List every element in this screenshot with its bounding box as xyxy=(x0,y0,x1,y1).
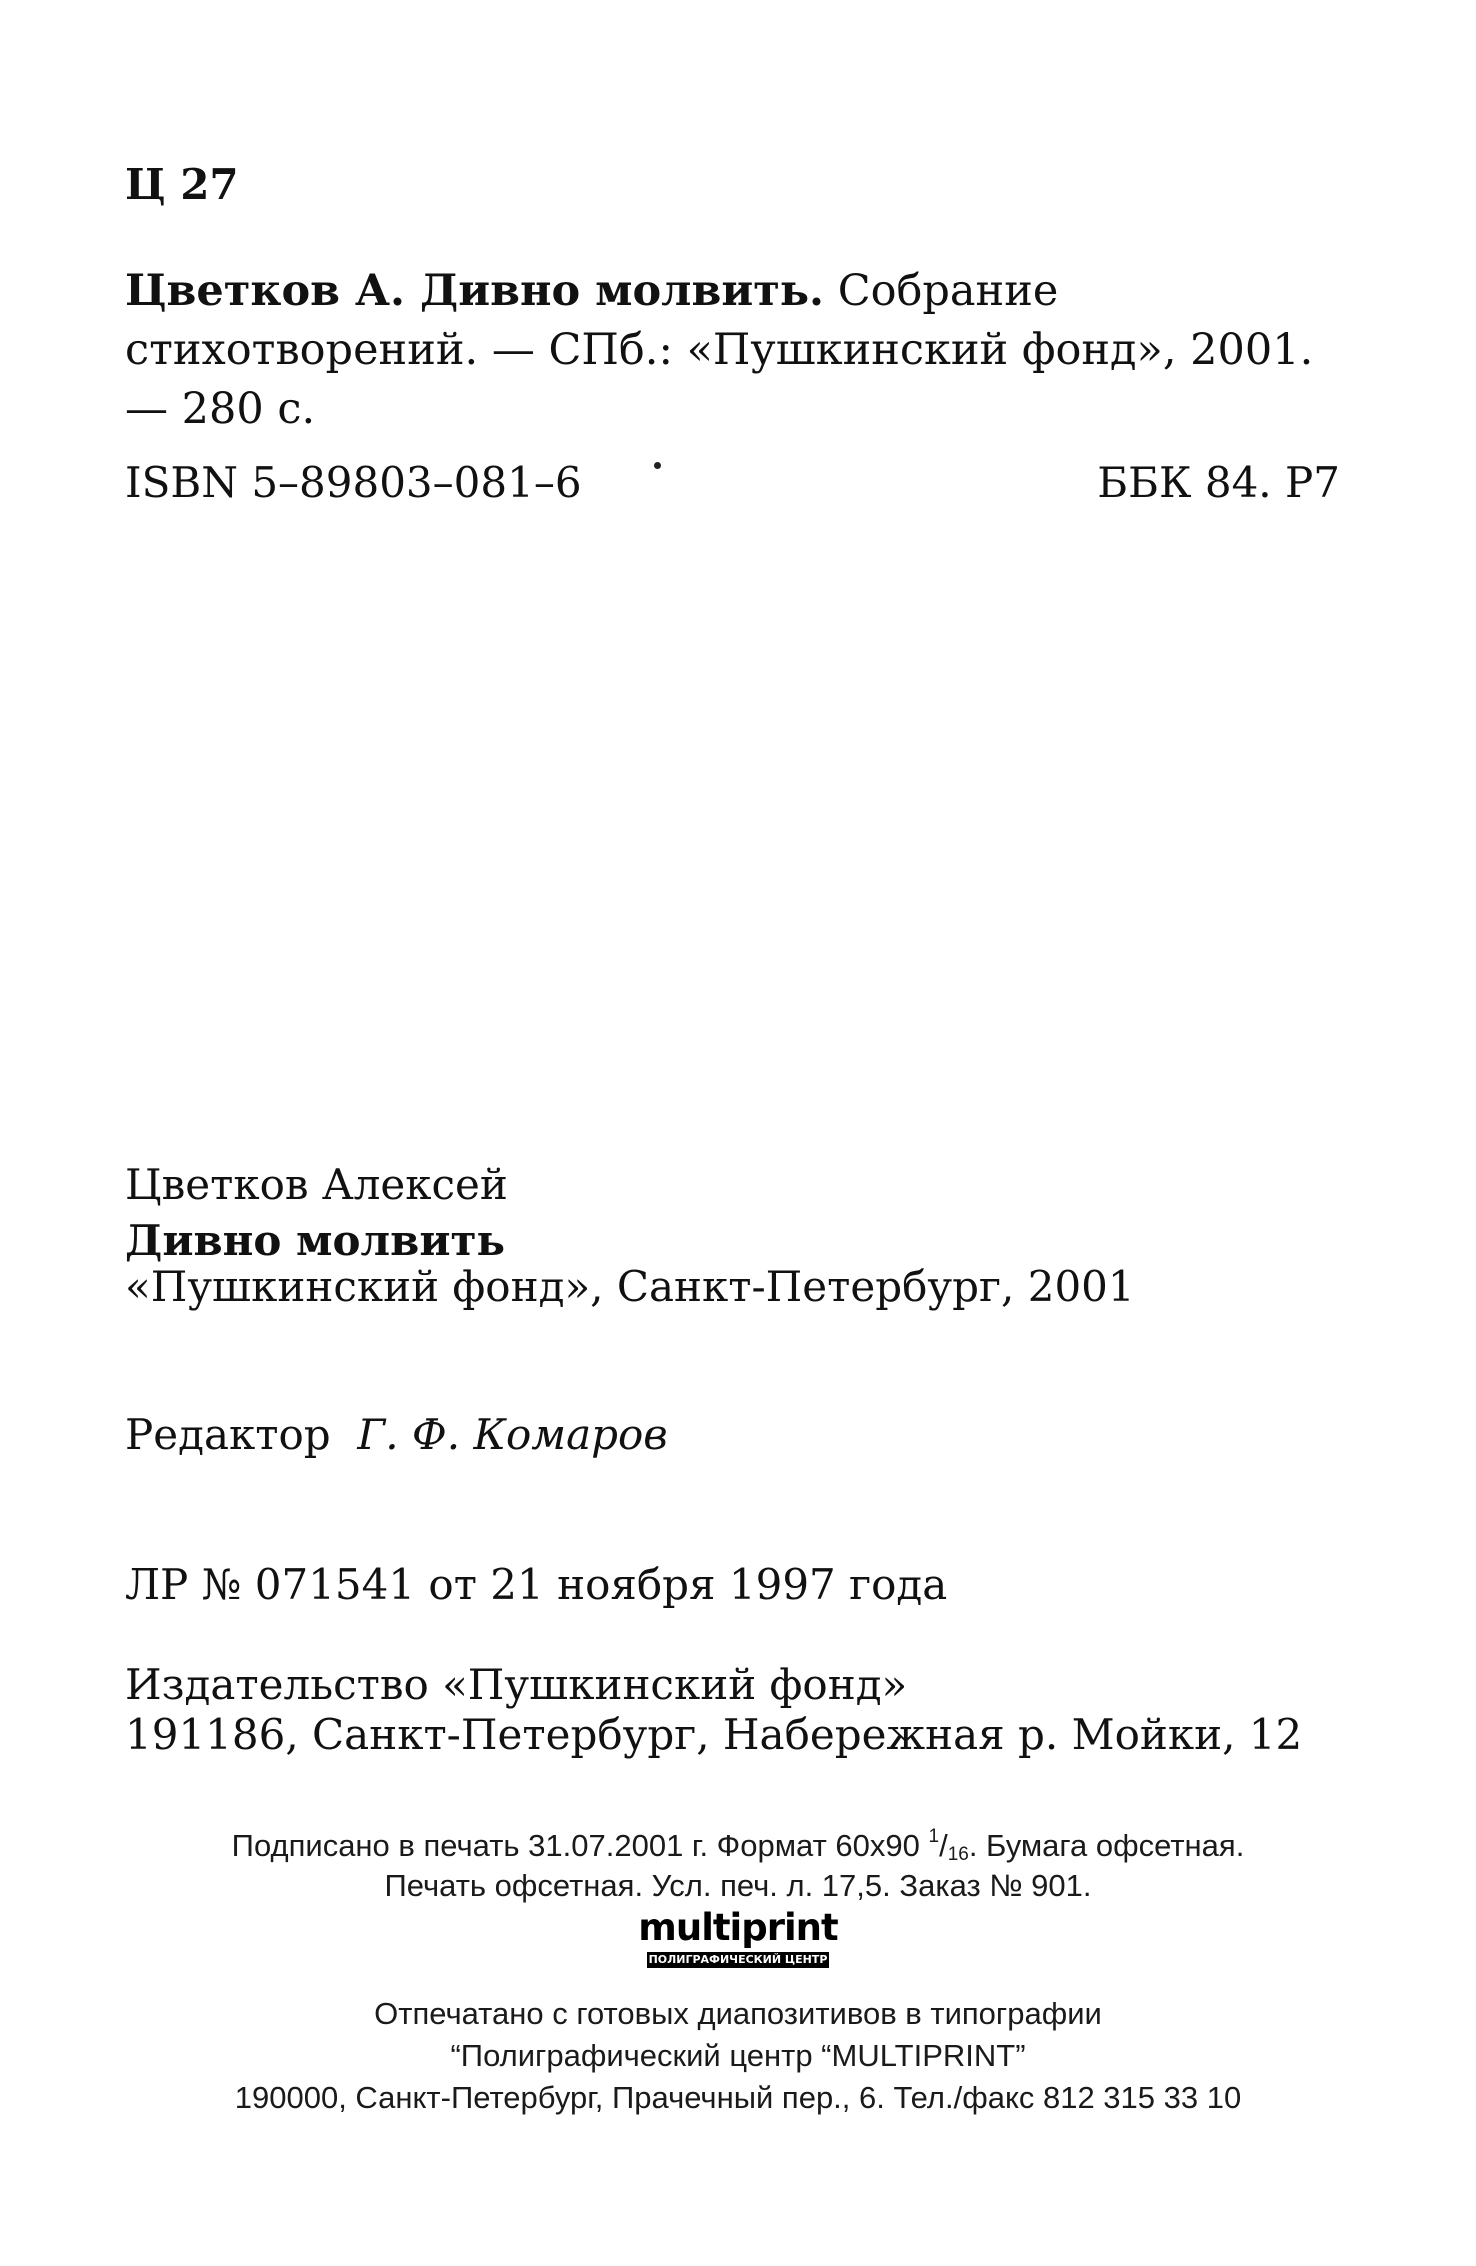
editor-label: Редактор xyxy=(125,1410,331,1459)
editor-name: Г. Ф. Комаров xyxy=(357,1410,668,1459)
publisher-name: Издательство «Пушкинский фонд» xyxy=(125,1660,908,1709)
publisher-address: 191186, Санкт-Петербург, Набережная р. Мойки, 12 xyxy=(125,1710,1303,1759)
logo-wordmark: multiprint xyxy=(638,1906,838,1949)
multiprint-logo xyxy=(0,1906,1476,1968)
imprint-line-4: “Полиграфический центр “MULTIPRINT” xyxy=(450,2038,1026,2073)
imprint-line-5: 190000, Санкт-Петербург, Прачечный пер., 6. Тел./факс 812 315 33 10 xyxy=(234,2080,1242,2115)
fraction-numerator: 1 xyxy=(928,1826,940,1847)
fraction-denominator: 16 xyxy=(947,1844,969,1865)
book-author: Цветков Алексей xyxy=(125,1160,508,1209)
catalog-code: Ц 27 xyxy=(125,160,239,209)
license-number: ЛР № 071541 от 21 ноября 1997 года xyxy=(125,1560,948,1609)
format-fraction: $^1/_{16}$ xyxy=(928,1826,969,1865)
imprint-paper-text: . Бумага офсетная. xyxy=(968,1828,1245,1863)
logo-subtitle: ПОЛИГРАФИЧЕСКИЙ ЦЕНТР xyxy=(648,1953,828,1966)
book-title: Дивно молвить xyxy=(125,1216,506,1265)
editor-line xyxy=(125,1410,668,1459)
imprint-format-text: Подписано в печать 31.07.2001 г. Формат 60x90 xyxy=(231,1828,929,1863)
book-publisher-line: «Пушкинский фонд», Санкт-Петербург, 2001 xyxy=(125,1262,1135,1311)
imprint-line-2: Печать офсетная. Усл. печ. л. 17,5. Заказ № 901. xyxy=(384,1868,1092,1903)
print-speck xyxy=(654,462,661,469)
bibliographic-author-title: Цветков А. Дивно молвить. xyxy=(125,266,825,316)
bibliographic-details: Собрание стихотворений. — СПб.: «Пушкинский фонд», 2001. — 280 с. xyxy=(125,266,1314,434)
bbk-index: ББК 84. Р7 xyxy=(1097,458,1340,507)
bibliographic-record xyxy=(125,262,1355,439)
imprint-line-3: Отпечатано с готовых диапозитивов в типографии xyxy=(374,1996,1102,2031)
imprint-line-1 xyxy=(0,1826,1476,1866)
isbn: ISBN 5–89803–081–6 xyxy=(125,458,582,507)
